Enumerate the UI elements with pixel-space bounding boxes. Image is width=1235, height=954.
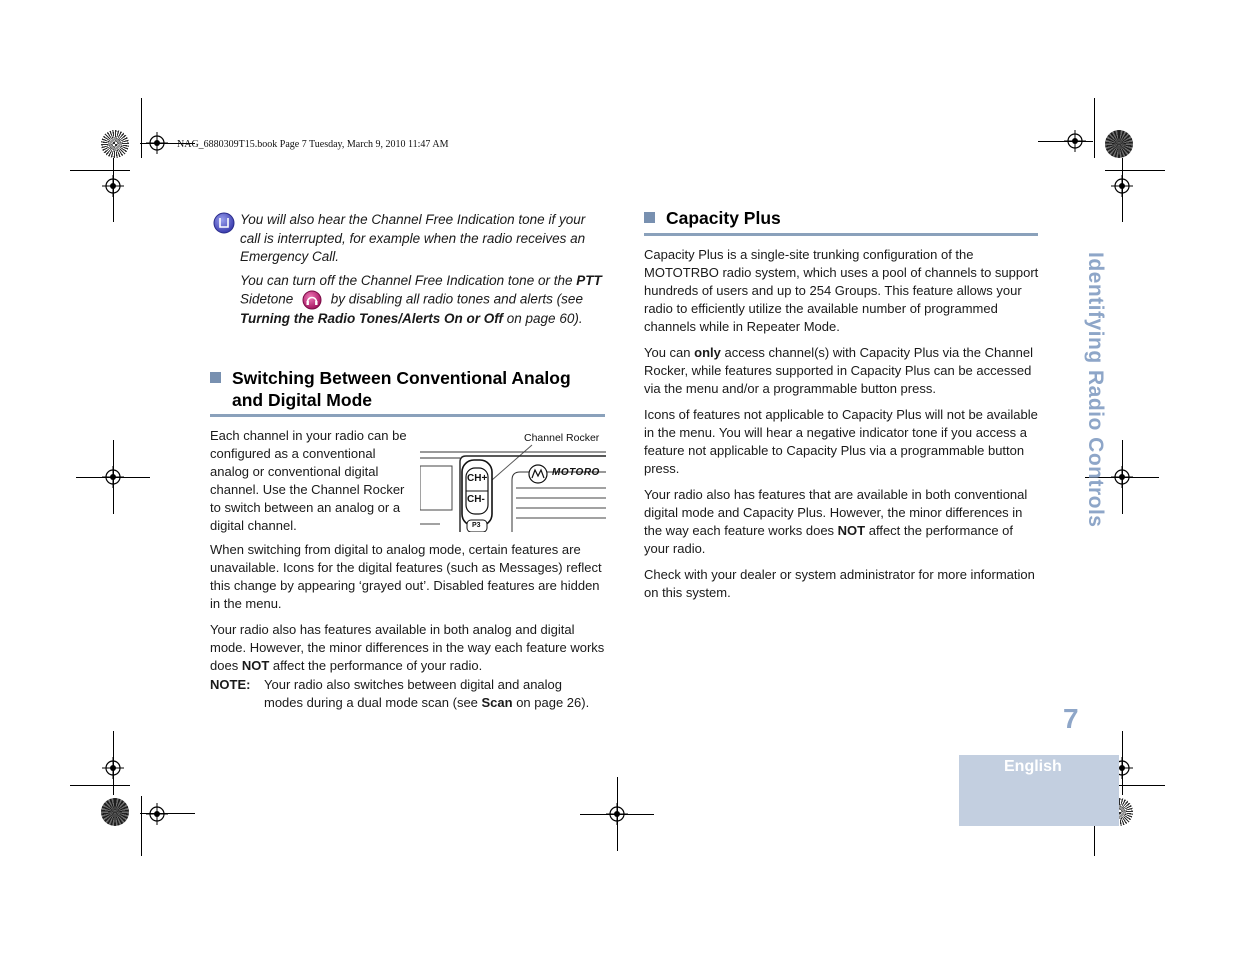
side-tab-title: Identifying Radio Controls — [1084, 252, 1107, 528]
switching-note — [210, 676, 605, 712]
capacity-body — [644, 246, 1039, 610]
note-label: NOTE: — [210, 677, 251, 692]
ch-down-label: CH- — [467, 494, 485, 505]
p3-button-label: P3 — [472, 522, 481, 529]
capacity-paragraph-4: Your radio also has features that are available in both conventional digital mode and Capacity Plus. However, the minor differences in the way each feature works does NOT affect the performance of your radio. — [644, 487, 1028, 556]
motorola-brand: MOTORO — [552, 467, 600, 478]
capacity-heading-rule — [644, 233, 1038, 236]
heading-square-icon — [210, 372, 221, 383]
book-header: NAG_6880309T15.book Page 7 Tuesday, March 9, 2010 11:47 AM — [177, 139, 449, 150]
switching-paragraph-3: Your radio also has features available in both analog and digital mode. However, the minor differences in the way each feature works does NOT affect the performance of your radio. — [210, 622, 605, 673]
heading-square-icon — [644, 212, 655, 223]
switching-paragraph-2: When switching from digital to analog mode, certain features are unavailable. Icons for the digital features (such as Messages) reflect this change by appearing ‘grayed out’. Disabled features are hidden in the menu. — [210, 542, 602, 611]
capacity-paragraph-3: Icons of features not applicable to Capacity Plus will not be available in the menu. You will hear a negative indicator tone if you access a feature not applicable to Capacity Plus via a programmable button press. — [644, 407, 1038, 476]
note-block — [240, 211, 605, 329]
scan-link[interactable]: Scan — [481, 695, 513, 710]
switching-heading: Switching Between Conventional Analog and Digital Mode — [210, 367, 610, 411]
note-paragraph-1: You will also hear the Channel Free Indication tone if your call is interrupted, for example when the radio receives an Emergency Call. — [240, 212, 586, 264]
tones-alerts-link[interactable]: Turning the Radio Tones/Alerts On or Off — [240, 311, 504, 326]
switching-heading-rule — [210, 414, 605, 417]
sidetone-icon — [302, 290, 322, 310]
channel-rocker-callout: Channel Rocker — [524, 432, 600, 444]
switching-body — [210, 541, 605, 683]
ch-up-label: CH+ — [467, 473, 488, 484]
language-label: English — [1004, 758, 1062, 775]
page-number: 7 — [1063, 703, 1079, 734]
switching-intro: Each channel in your radio can be configured as a conventional analog or conventional digital channel. Use the Channel Rocker to switch between an analog or a digital channel. — [210, 428, 407, 533]
ptt-label: PTT — [576, 272, 602, 288]
channel-rocker-figure — [420, 428, 606, 532]
capacity-paragraph-5: Check with your dealer or system administrator for more information on this system. — [644, 567, 1035, 600]
note-paragraph-2: You can turn off the Channel Free Indication tone or the PTT Sidetone by disabling all radio tones and alerts (see Turning the Radio Tones/Alerts On or Off on page 60). — [240, 272, 602, 326]
capacity-heading: Capacity Plus — [644, 207, 1034, 229]
capacity-paragraph-1: Capacity Plus is a single-site trunking configuration of the MOTOTRBO radio system, which uses a pool of channels to support hundreds of users and up to 254 Groups. This feature allows your radio to efficiently utilize the available number of programmed channels while in Repeater Mode. — [644, 247, 1039, 334]
note-content: Your radio also switches between digital and analog modes during a dual mode scan (see Scan on page 26). — [264, 677, 590, 710]
capacity-paragraph-2: You can only access channel(s) with Capacity Plus via the Channel Rocker, while features supported in Capacity Plus can be accessed via the menu and/or a programmable button press. — [644, 345, 1034, 396]
note-icon — [213, 212, 235, 239]
